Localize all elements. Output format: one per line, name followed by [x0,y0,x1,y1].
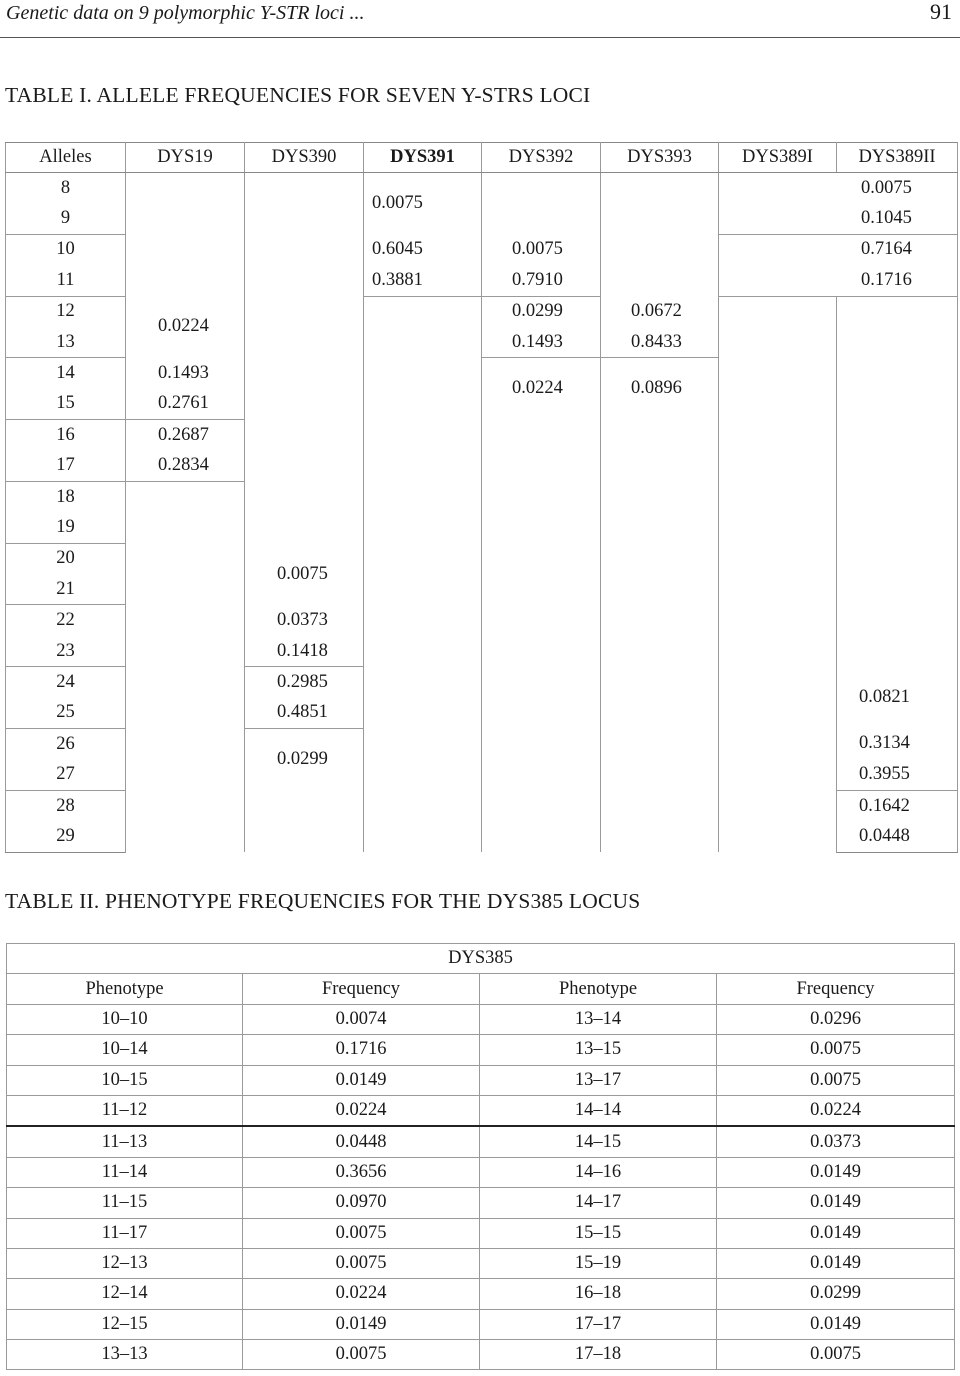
frequency-cell: 0.0149 [717,1309,955,1339]
table2-caption: TABLE II. PHENOTYPE FREQUENCIES FOR THE DYS385 LOCUS [5,889,641,913]
allele-cell: 29 [6,821,126,852]
frequency-cell: 0.0149 [717,1218,955,1248]
header-rule [0,37,960,38]
allele-cell: 9 [6,203,126,234]
frequency-cell: 0.0075 [719,173,958,204]
frequency-cell: 0.1493 [126,358,245,389]
frequency-cell: 0.0296 [717,1004,955,1034]
frequency-cell: 0.1716 [243,1035,480,1065]
column-header: DYS393 [601,143,719,173]
page-number: 91 [930,0,952,24]
frequency-cell: 0.0075 [717,1065,955,1095]
allele-cell: 22 [6,605,126,636]
column-header: Frequency [243,974,480,1004]
phenotype-cell: 12–14 [7,1279,243,1309]
phenotype-cell: 15–19 [480,1248,717,1278]
frequency-cell: 0.0149 [243,1309,480,1339]
frequency-cell: 0.3955 [837,759,958,790]
allele-cell: 17 [6,451,126,482]
empty-cell [719,296,837,852]
frequency-cell: 0.1418 [245,636,364,667]
frequency-cell: 0.0075 [243,1218,480,1248]
frequency-cell: 0.0448 [837,821,958,852]
table2-header-row [7,974,955,1004]
frequency-cell: 0.0970 [243,1188,480,1218]
allele-cell: 14 [6,358,126,389]
frequency-cell: 0.0074 [243,1004,480,1034]
frequency-cell: 0.1642 [837,790,958,821]
table-row [6,296,958,327]
phenotype-cell: 15–15 [480,1218,717,1248]
allele-cell: 18 [6,481,126,512]
table-row [7,1004,955,1034]
frequency-cell: 0.2687 [126,420,245,451]
allele-cell: 20 [6,543,126,574]
table-row [7,1309,955,1339]
allele-cell: 28 [6,790,126,821]
phenotype-cell: 11–13 [7,1126,243,1157]
phenotype-cell: 13–15 [480,1035,717,1065]
table-row [7,1340,955,1370]
table-row [7,1157,955,1187]
table-row [7,1095,955,1126]
allele-cell: 27 [6,759,126,790]
column-header: DYS391 [364,143,482,173]
allele-cell: 8 [6,173,126,204]
empty-cell [245,173,364,544]
frequency-cell: 0.0149 [243,1065,480,1095]
empty-cell [601,173,719,297]
empty-cell [364,296,482,852]
allele-cell: 24 [6,667,126,698]
frequency-cell: 0.3881 [364,265,482,296]
phenotype-cell: 12–15 [7,1309,243,1339]
allele-cell: 21 [6,574,126,605]
frequency-cell: 0.0149 [717,1188,955,1218]
phenotype-cell: 12–13 [7,1248,243,1278]
frequency-cell: 0.1493 [482,327,601,358]
frequency-cell: 0.0299 [245,729,364,791]
frequency-cell: 0.0075 [243,1340,480,1370]
phenotype-frequency-table [6,943,955,1370]
column-header: DYS390 [245,143,364,173]
allele-cell: 16 [6,420,126,451]
frequency-cell: 0.2761 [126,389,245,420]
table-row [7,1248,955,1278]
column-header: DYS389I [719,143,837,173]
allele-cell: 25 [6,698,126,729]
phenotype-cell: 10–14 [7,1035,243,1065]
table-row [6,173,958,204]
table-row [7,1035,955,1065]
column-header: Phenotype [7,974,243,1004]
frequency-cell: 0.0224 [243,1279,480,1309]
frequency-cell: 0.0821 [837,667,958,729]
table-row [7,1188,955,1218]
frequency-cell: 0.0299 [482,296,601,327]
frequency-cell: 0.0896 [601,358,719,420]
column-header: DYS19 [126,143,245,173]
phenotype-cell: 11–15 [7,1188,243,1218]
table-row [7,1218,955,1248]
column-header: Frequency [717,974,955,1004]
frequency-cell: 0.0075 [243,1248,480,1278]
frequency-cell: 0.4851 [245,698,364,729]
frequency-cell: 0.2834 [126,451,245,482]
frequency-cell: 0.0075 [717,1340,955,1370]
frequency-cell: 0.0149 [717,1157,955,1187]
column-header: Alleles [6,143,126,173]
empty-cell [482,173,601,235]
table1-header-row [6,143,958,173]
column-header: DYS392 [482,143,601,173]
frequency-cell: 0.1045 [719,203,958,234]
phenotype-cell: 14–17 [480,1188,717,1218]
frequency-cell: 0.6045 [364,234,482,265]
empty-cell [482,420,601,852]
frequency-cell: 0.0672 [601,296,719,327]
table-row [7,1126,955,1157]
allele-cell: 12 [6,296,126,327]
phenotype-cell: 11–14 [7,1157,243,1187]
column-header: Phenotype [480,974,717,1004]
empty-cell [126,173,245,297]
frequency-cell: 0.7910 [482,265,601,296]
frequency-cell: 0.0224 [717,1095,955,1126]
column-header: DYS389II [837,143,958,173]
phenotype-cell: 10–10 [7,1004,243,1034]
table1-caption: TABLE I. ALLELE FREQUENCIES FOR SEVEN Y-STRS LOCI [5,83,591,107]
frequency-cell: 0.0224 [126,296,245,358]
phenotype-cell: 14–14 [480,1095,717,1126]
frequency-cell: 0.8433 [601,327,719,358]
phenotype-cell: 11–12 [7,1095,243,1126]
frequency-cell: 0.0075 [245,543,364,605]
frequency-cell: 0.0224 [243,1095,480,1126]
allele-cell: 23 [6,636,126,667]
phenotype-cell: 17–17 [480,1309,717,1339]
allele-cell: 19 [6,512,126,543]
frequency-cell: 0.3656 [243,1157,480,1187]
allele-cell: 13 [6,327,126,358]
allele-cell: 15 [6,389,126,420]
phenotype-cell: 13–14 [480,1004,717,1034]
frequency-cell: 0.0075 [364,173,482,235]
table-row [7,1279,955,1309]
running-title: Genetic data on 9 polymorphic Y-STR loci ... [6,2,365,24]
phenotype-cell: 16–18 [480,1279,717,1309]
locus-header-row [7,944,955,974]
frequency-cell: 0.0373 [245,605,364,636]
phenotype-cell: 13–17 [480,1065,717,1095]
frequency-cell: 0.0448 [243,1126,480,1157]
frequency-cell: 0.7164 [719,234,958,265]
frequency-cell: 0.0224 [482,358,601,420]
empty-cell [837,296,958,667]
frequency-cell: 0.1716 [719,265,958,296]
phenotype-cell: 14–15 [480,1126,717,1157]
frequency-cell: 0.0373 [717,1126,955,1157]
frequency-cell: 0.0075 [482,234,601,265]
empty-cell [245,790,364,852]
table-row [7,1065,955,1095]
phenotype-cell: 17–18 [480,1340,717,1370]
frequency-cell: 0.0075 [717,1035,955,1065]
frequency-cell: 0.2985 [245,667,364,698]
allele-cell: 11 [6,265,126,296]
phenotype-cell: 14–16 [480,1157,717,1187]
frequency-cell: 0.0299 [717,1279,955,1309]
frequency-cell: 0.3134 [837,729,958,760]
locus-header: DYS385 [7,944,955,974]
table2-body [7,1004,955,1370]
empty-cell [126,481,245,852]
phenotype-cell: 13–13 [7,1340,243,1370]
frequency-cell: 0.0149 [717,1248,955,1278]
allele-cell: 10 [6,234,126,265]
allele-frequency-table [5,142,958,853]
empty-cell [601,420,719,852]
allele-cell: 26 [6,729,126,760]
phenotype-cell: 11–17 [7,1218,243,1248]
phenotype-cell: 10–15 [7,1065,243,1095]
